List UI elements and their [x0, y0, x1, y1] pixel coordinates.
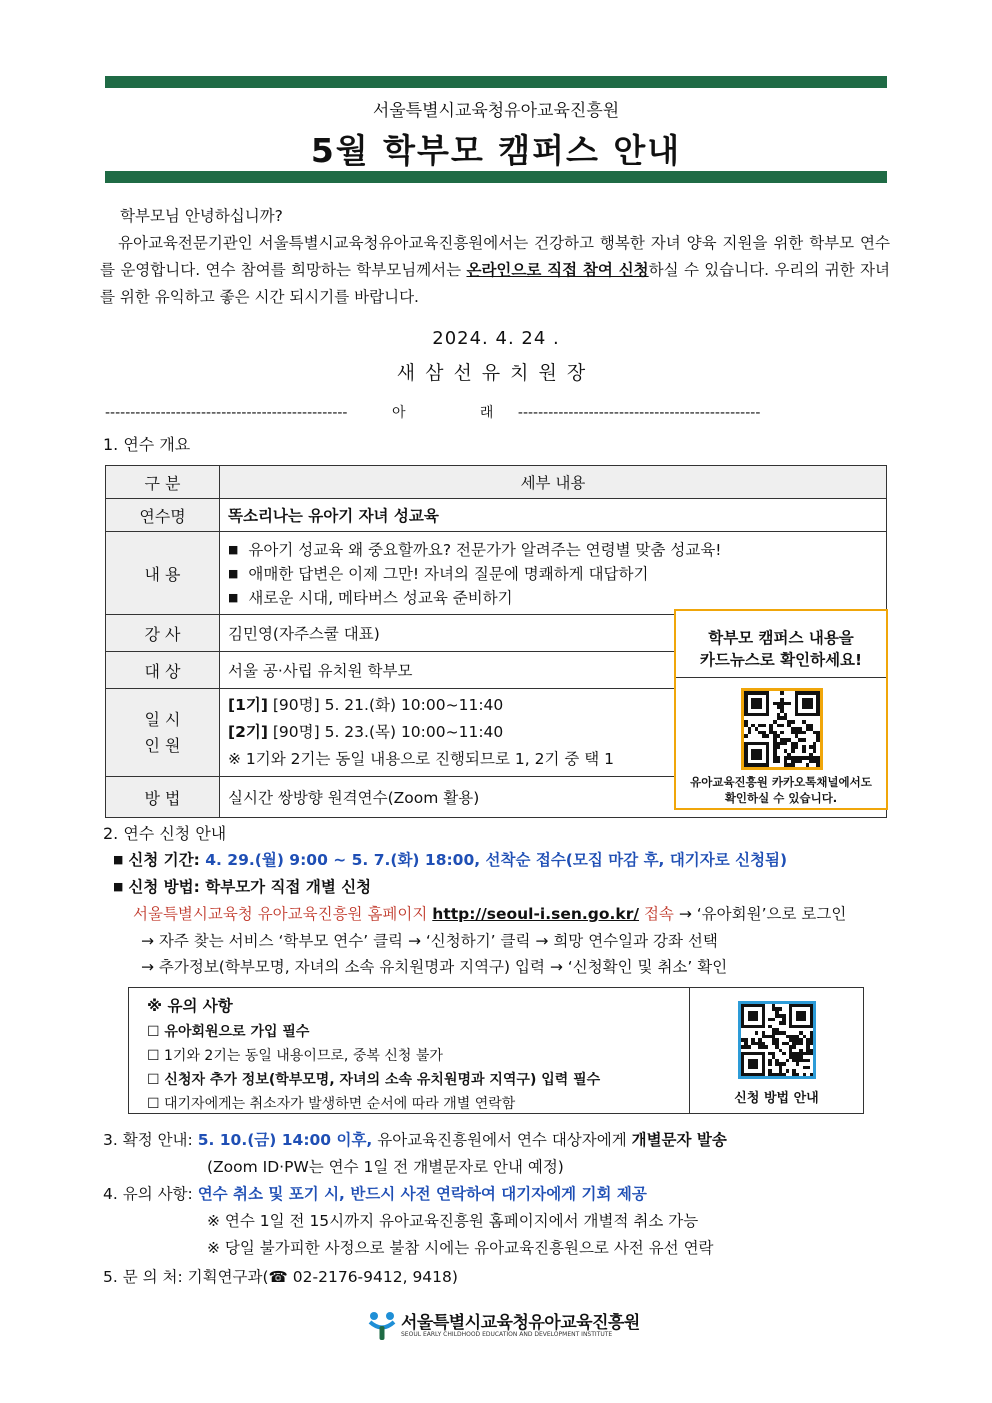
schedule-label-2: 인 원 [144, 735, 181, 755]
org-logo-icon [365, 1309, 399, 1343]
divider-word1: 아 [391, 405, 406, 421]
row-label-lecturer: 강 사 [106, 615, 220, 652]
apply-step-3: → 추가정보(학부모명, 자녀의 소속 유치원명과 지역구) 입력 → ‘신청확인 및 취소’ 확인 [141, 958, 728, 976]
section1-heading: 1. 연수 개요 [103, 435, 191, 454]
homepage-link[interactable]: http://seoul-i.sen.go.kr/ [432, 905, 640, 923]
section5 [103, 1265, 458, 1287]
content-item: ■ 유아기 성교육 왜 중요할까요? 전문가가 알려주는 연령별 맞춤 성교육! [228, 538, 878, 560]
row-label-name: 연수명 [106, 499, 220, 532]
apply-step-2: → 자주 찾는 서비스 ‘학부모 연수’ 클릭 → ‘신청하기’ 클릭 → 희망 연수일과 강좌 선택 [141, 932, 718, 950]
note-item: ☐ 대기자에게는 취소자가 발생하면 순서에 따라 개별 연락함 [147, 1096, 516, 1112]
target-value: 서울 공·사립 유치원 학부모 [220, 652, 887, 689]
schedule-1-tag: [1기] [228, 696, 268, 714]
notes-items [147, 1020, 600, 1116]
footer-org-en: SEOUL EARLY CHILDHOOD EDUCATION AND DEVELOPMENT INSTITUTE [401, 1331, 613, 1338]
cardnews-line2: 카드뉴스로 확인하세요! [699, 651, 863, 669]
section5-heading: 5. 문 의 처: [103, 1268, 188, 1286]
footer-org: 서울특별시교육청유아교육진흥원 [401, 1313, 640, 1333]
cardnews-line1: 학부모 캠퍼스 내용을 [708, 629, 854, 647]
qr-caption: 신청 방법 안내 [734, 1091, 819, 1106]
kakao-qr-code[interactable] [744, 691, 820, 767]
divider-dashes-left: ------------------------------------------------ [105, 405, 348, 421]
section4 [103, 1182, 647, 1204]
section3-heading: 3. 확정 안내: [103, 1131, 198, 1149]
method-label: 신청 방법: 학부모가 직접 개별 신청 [128, 878, 372, 896]
cardnews-caption1: 유아교육진흥원 카카오톡채널에서도 [690, 775, 872, 789]
row-label-content: 내 용 [106, 532, 220, 615]
note-item: ☐ 신청자 추가 정보(학부모명, 자녀의 소속 유치원명과 지역구) 입력 필수 [147, 1072, 601, 1088]
content-item: ■ 새로운 시대, 메타버스 성교육 준비하기 [228, 586, 878, 608]
cardnews-caption2: 확인하실 수 있습니다. [724, 791, 838, 805]
cardnews-text [676, 627, 886, 671]
row-label-target: 대 상 [106, 652, 220, 689]
schedule-label-1: 일 시 [144, 709, 181, 729]
lecturer-value: 김민영(자주스쿨 대표) [220, 615, 887, 652]
document-date: 2024. 4. 24 . [432, 328, 560, 349]
section3-when: 5. 10.(금) 14:00 이후, [197, 1131, 373, 1149]
content-cell [220, 532, 887, 615]
apply-method: ■ 신청 방법: 학부모가 직접 개별 신청 [113, 878, 372, 896]
row-label-schedule [106, 689, 220, 777]
step1-text: 서울특별시교육청 유아교육진흥원 홈페이지 [133, 905, 433, 923]
section3-sub: (Zoom ID·PW는 연수 1일 전 개별문자로 안내 예정) [207, 1158, 564, 1176]
cardnews-caption [676, 774, 886, 806]
row-label-method: 방 법 [106, 777, 220, 818]
course-name: 똑소리나는 유아기 자녀 성교육 [220, 499, 887, 532]
step1-login: → ‘유아회원’으로 로그인 [673, 905, 847, 923]
top-green-bar [105, 76, 887, 88]
section4-sub1: ※ 연수 1일 전 15시까지 유아교육진흥원 홈페이지에서 개별적 취소 가능 [207, 1212, 699, 1230]
intro-text-b: 하실 수 있습니다. 우리의 귀한 자녀를 위한 유익하고 좋은 시간 되시기를 바랍니다. [100, 261, 890, 306]
bottom-green-bar [105, 171, 887, 183]
cardnews-box [674, 609, 888, 810]
notes-title: ※ 유의 사항 [147, 997, 233, 1015]
apply-period: ■ 신청 기간: 4. 29.(월) 9:00 ~ 5. 7.(화) 18:00, 선착순 접수(모집 마감 후, 대기자로 신청됨) [113, 851, 788, 869]
period-label: 신청 기간: [128, 851, 206, 869]
col-header-detail: 세부 내용 [220, 466, 887, 499]
schedule-2-tag: [2기] [228, 723, 268, 741]
apply-step-1 [133, 902, 846, 924]
section4-sub2: ※ 당일 불가피한 사정으로 불참 시에는 유아교육진흥원으로 사전 유선 연락 [207, 1239, 714, 1257]
greeting: 학부모님 안녕하십니까? [120, 207, 283, 225]
intro-underline: 온라인으로 직접 참여 신청 [466, 261, 649, 279]
divider [105, 402, 887, 422]
method-value: 실시간 쌍방향 원격연수(Zoom 활용) [220, 777, 887, 818]
section4-heading: 4. 유의 사항: [103, 1185, 198, 1203]
intro-paragraph [100, 230, 890, 311]
schedule-1-text: [90명] 5. 21.(화) 10:00~11:40 [267, 696, 504, 714]
section2-heading: 2. 연수 신청 안내 [103, 824, 227, 843]
note-item: ☐ 1기와 2기는 동일 내용이므로, 중복 신청 불가 [147, 1048, 443, 1064]
divider-dashes-right: ------------------------------------------------ [517, 405, 761, 421]
footer-logo [365, 1307, 645, 1345]
org-subtitle: 서울특별시교육청유아교육진흥원 [372, 101, 620, 121]
step1-connect: 접속 [639, 905, 674, 923]
schedule-2-text: [90명] 5. 23.(목) 10:00~11:40 [267, 723, 504, 741]
content-item: ■ 애매한 답변은 이제 그만! 자녀의 질문에 명쾌하게 대답하기 [228, 562, 878, 584]
section3 [103, 1128, 727, 1150]
notes-box [128, 987, 864, 1114]
divider-word2: 래 [479, 405, 494, 421]
section3-text: 유아교육진흥원에서 연수 대상자에게 [372, 1131, 632, 1149]
school-name: 새삼선유치원장 [396, 362, 596, 384]
col-header-category: 구 분 [106, 466, 220, 499]
section3-bold: 개별문자 발송 [631, 1131, 727, 1149]
period-value: 4. 29.(월) 9:00 ~ 5. 7.(화) 18:00, 선착순 접수(모집 마감 후, 대기자로 신청됨) [205, 851, 788, 869]
note-item: ☐ 유아회원으로 가입 필수 [147, 1024, 310, 1040]
page-title: 5월 학부모 캠퍼스 안내 [310, 131, 682, 170]
schedule-note: ※ 1기와 2기는 동일 내용으로 진행되므로 1, 2기 중 택 1 [228, 750, 615, 768]
notes-list [129, 988, 690, 1113]
section4-main: 연수 취소 및 포기 시, 반드시 사전 연락하여 대기자에게 기회 제공 [197, 1185, 647, 1203]
apply-qr-code[interactable] [741, 1004, 813, 1076]
section5-text: 기획연구과(☎ 02-2176-9412, 9418) [187, 1268, 458, 1286]
intro-text-a: 유아교육전문기관인 서울특별시교육청유아교육진흥원에서는 건강하고 행복한 자녀 양육 지원을 위한 학부모 연수를 운영합니다. 연수 참여를 희망하는 학부모님께서는 [100, 234, 890, 279]
